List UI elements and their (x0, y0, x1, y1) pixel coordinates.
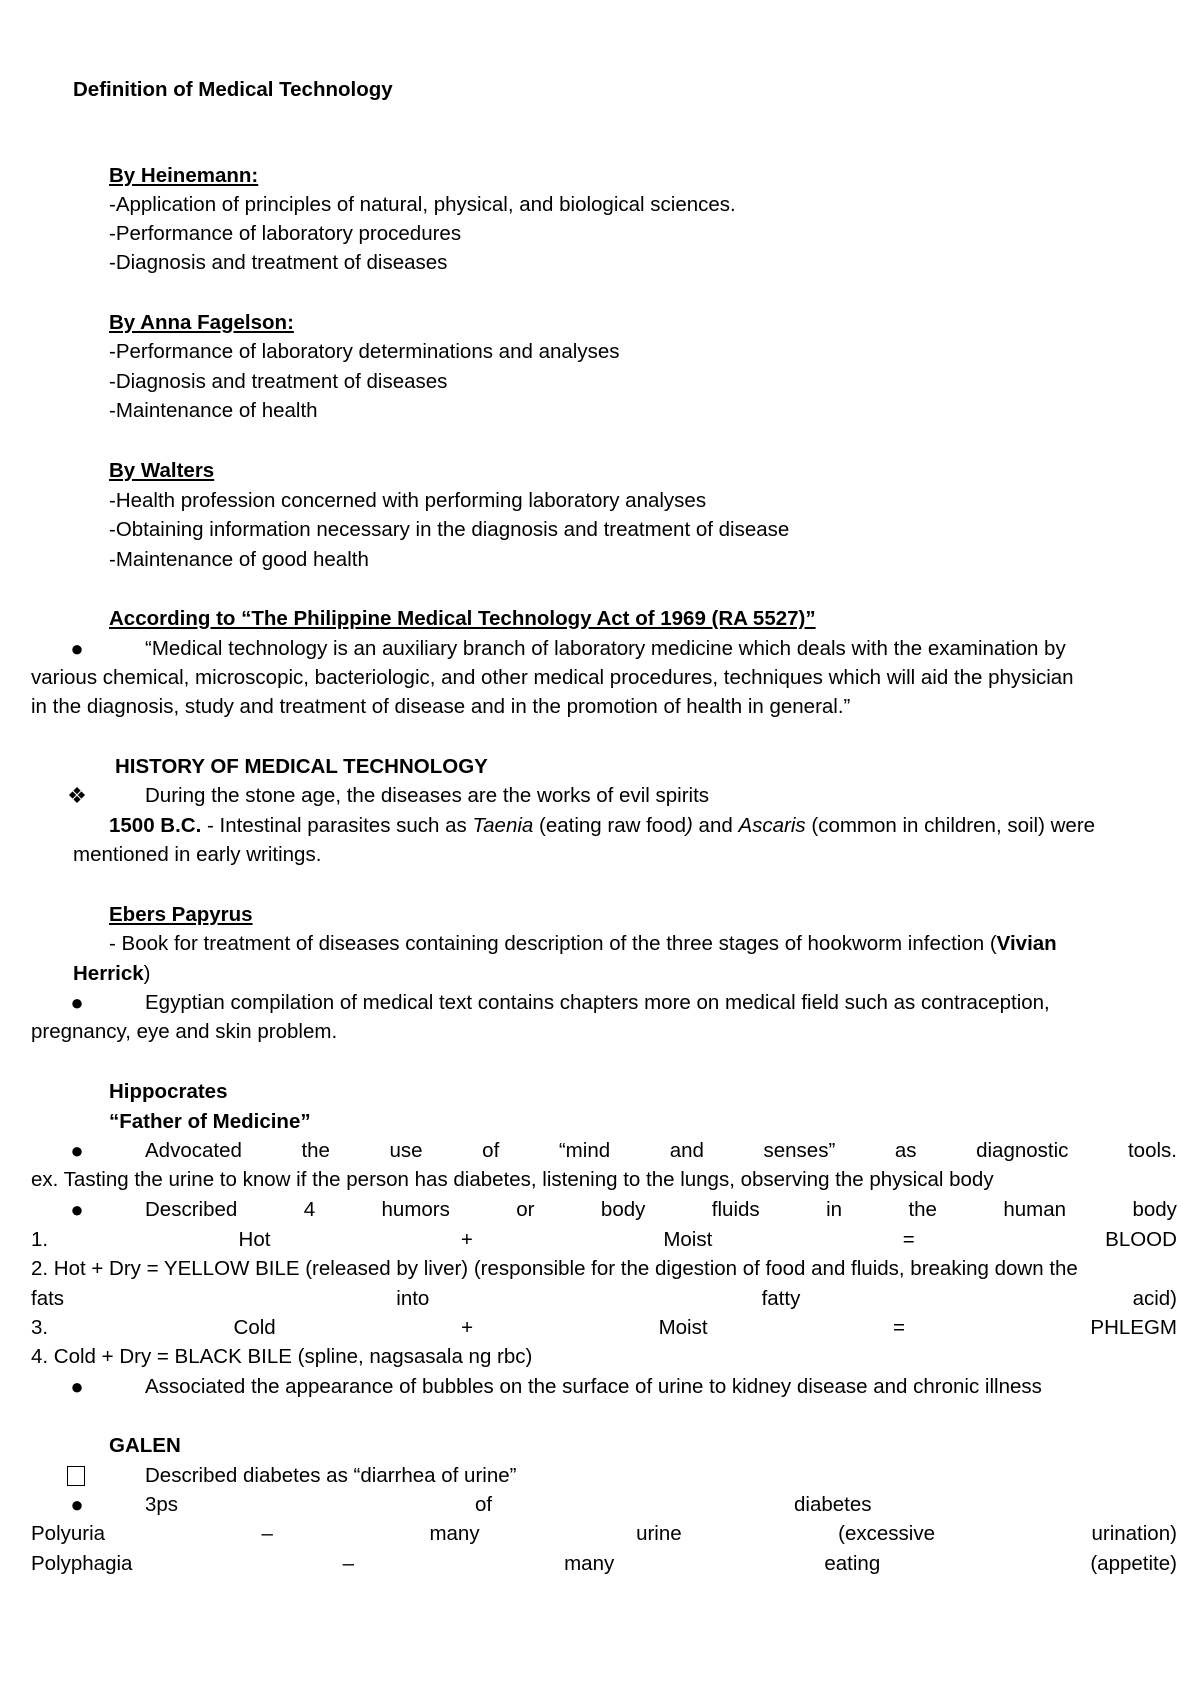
ebers-text: - Book for treatment of diseases containing description of the three stages of hookworm infection ( (109, 932, 997, 955)
word: diagnostic (976, 1139, 1069, 1162)
galen-heading: GALEN (109, 1434, 181, 1457)
bullet-icon: ● (70, 636, 84, 661)
diamond-bullet-icon: ❖ (67, 783, 87, 808)
ebers-line (73, 962, 151, 986)
checkbox-icon (67, 1466, 85, 1486)
word: Cold (233, 1316, 276, 1339)
word: 4 (303, 1198, 316, 1221)
word: tools. (1127, 1139, 1177, 1162)
word: Advocated (145, 1139, 242, 1162)
ascaris-term: Ascaris (738, 814, 806, 837)
word: and (669, 1139, 704, 1162)
bc-text: (eating raw food (533, 814, 687, 837)
word: + (461, 1316, 474, 1339)
fagelson-item: -Maintenance of health (109, 399, 318, 422)
word: the (908, 1198, 937, 1221)
word: = (902, 1228, 915, 1251)
word: fluids (711, 1198, 760, 1221)
word: 3. (31, 1316, 49, 1339)
word: Hot (238, 1228, 271, 1251)
humor-4-line: 4. Cold + Dry = BLACK BILE (spline, nagsasala ng rbc) (31, 1345, 533, 1368)
ra5527-heading: According to “The Philippine Medical Technology Act of 1969 (RA 5527)” (109, 607, 816, 630)
word: Polyuria (31, 1522, 106, 1545)
word: Described (145, 1198, 238, 1221)
ebers-line (109, 932, 1057, 956)
bullet-icon: ● (70, 1492, 84, 1517)
bc-1500-line (109, 814, 1095, 838)
bc-text: - Intestinal parasites such as (201, 814, 473, 837)
word: “mind (558, 1139, 611, 1162)
word: use (389, 1139, 423, 1162)
word: acid) (1132, 1287, 1177, 1310)
diarrhea-line: Described diabetes as “diarrhea of urine” (145, 1464, 517, 1487)
word: of (482, 1139, 500, 1162)
bullet-icon: ● (70, 1374, 84, 1399)
ebers-bullet-line: Egyptian compilation of medical text contains chapters more on medical field such as contraception, (145, 991, 1050, 1014)
ra5527-quote-line: in the diagnosis, study and treatment of disease and in the promotion of health in general.” (31, 695, 851, 718)
word: BLOOD (1105, 1228, 1177, 1251)
heinemann-item: -Performance of laboratory procedures (109, 222, 462, 245)
ra5527-quote-line: various chemical, microscopic, bacteriologic, and other medical procedures, techniques which will aid the physician (31, 666, 1074, 689)
polyuria-line (31, 1522, 1177, 1546)
word: urination) (1091, 1522, 1177, 1545)
word: Moist (658, 1316, 708, 1339)
described-line (145, 1198, 1177, 1222)
stone-age-text: During the stone age, the diseases are the works of evil spirits (145, 784, 710, 807)
word: as (894, 1139, 917, 1162)
hippocrates-heading: Hippocrates (109, 1080, 228, 1103)
ebers-bullet-line: pregnancy, eye and skin problem. (31, 1020, 338, 1043)
word: senses” (763, 1139, 836, 1162)
word: (excessive (838, 1522, 935, 1545)
bc-text: and (692, 814, 739, 837)
bc-1500-line2: mentioned in early writings. (73, 843, 322, 866)
heinemann-item: -Diagnosis and treatment of diseases (109, 251, 448, 274)
word: Moist (663, 1228, 713, 1251)
document-title: Definition of Medical Technology (73, 78, 393, 101)
word: – (342, 1552, 354, 1575)
word: many (564, 1552, 615, 1575)
humor-1-line (31, 1228, 1177, 1252)
bullet-icon: ● (70, 990, 84, 1015)
advocated-line (145, 1139, 1177, 1163)
humor-3-line (31, 1316, 1177, 1340)
vivian-name: Vivian (996, 932, 1057, 955)
polyphagia-line (31, 1552, 1177, 1576)
walters-item: -Obtaining information necessary in the diagnosis and treatment of disease (109, 518, 790, 541)
ra5527-quote-text: “Medical technology is an auxiliary branch of laboratory medicine which deals with the examination by (145, 637, 1066, 660)
fagelson-heading: By Anna Fagelson: (109, 311, 294, 334)
word: + (460, 1228, 473, 1251)
word: (appetite) (1090, 1552, 1177, 1575)
humor-2-line2 (31, 1287, 1177, 1311)
threeps-word: of (475, 1493, 493, 1516)
word: many (429, 1522, 480, 1545)
word: human (1003, 1198, 1067, 1221)
word: fatty (761, 1287, 801, 1310)
word: body (1132, 1198, 1177, 1221)
example-line: ex. Tasting the urine to know if the person has diabetes, listening to the lungs, observing the physical body (31, 1168, 994, 1191)
word: Polyphagia (31, 1552, 133, 1575)
word: the (301, 1139, 330, 1162)
ebers-text: ) (143, 962, 151, 985)
word: body (600, 1198, 646, 1221)
word: eating (824, 1552, 881, 1575)
taenia-term: Taenia (472, 814, 534, 837)
ra5527-quote-line (145, 637, 1177, 661)
heinemann-heading: By Heinemann: (109, 164, 259, 187)
threeps-word: 3ps (145, 1493, 179, 1516)
word: urine (636, 1522, 682, 1545)
word: into (396, 1287, 430, 1310)
ebers-heading: Ebers Papyrus (109, 903, 253, 926)
word: PHLEGM (1090, 1316, 1177, 1339)
bullet-icon: ● (70, 1138, 84, 1163)
bc-text: (common in children, soil) were (805, 814, 1096, 837)
bc-1500-label: 1500 B.C. (109, 814, 202, 837)
herrick-name: Herrick (73, 962, 144, 985)
history-heading: HISTORY OF MEDICAL TECHNOLOGY (115, 755, 488, 778)
word: or (516, 1198, 535, 1221)
walters-item: -Maintenance of good health (109, 548, 369, 571)
bc-text: ) (686, 814, 693, 837)
bubbles-line: Associated the appearance of bubbles on the surface of urine to kidney disease and chronic illness (145, 1375, 1042, 1398)
word: humors (381, 1198, 450, 1221)
word: in (826, 1198, 843, 1221)
walters-heading: By Walters (109, 459, 215, 482)
humor-2-line: 2. Hot + Dry = YELLOW BILE (released by liver) (responsible for the digestion of food and fluids, breaking down the (31, 1257, 1078, 1280)
word: 1. (31, 1228, 49, 1251)
word: = (893, 1316, 905, 1339)
threeps-word: diabetes (794, 1493, 872, 1516)
fagelson-item: -Diagnosis and treatment of diseases (109, 370, 448, 393)
fagelson-item: -Performance of laboratory determinations and analyses (109, 340, 620, 363)
walters-item: -Health profession concerned with performing laboratory analyses (109, 489, 707, 512)
hippocrates-subtitle: “Father of Medicine” (109, 1110, 311, 1133)
heinemann-item: -Application of principles of natural, physical, and biological sciences. (109, 193, 736, 216)
bullet-icon: ● (70, 1197, 84, 1222)
word: – (261, 1522, 273, 1545)
word: fats (31, 1287, 65, 1310)
